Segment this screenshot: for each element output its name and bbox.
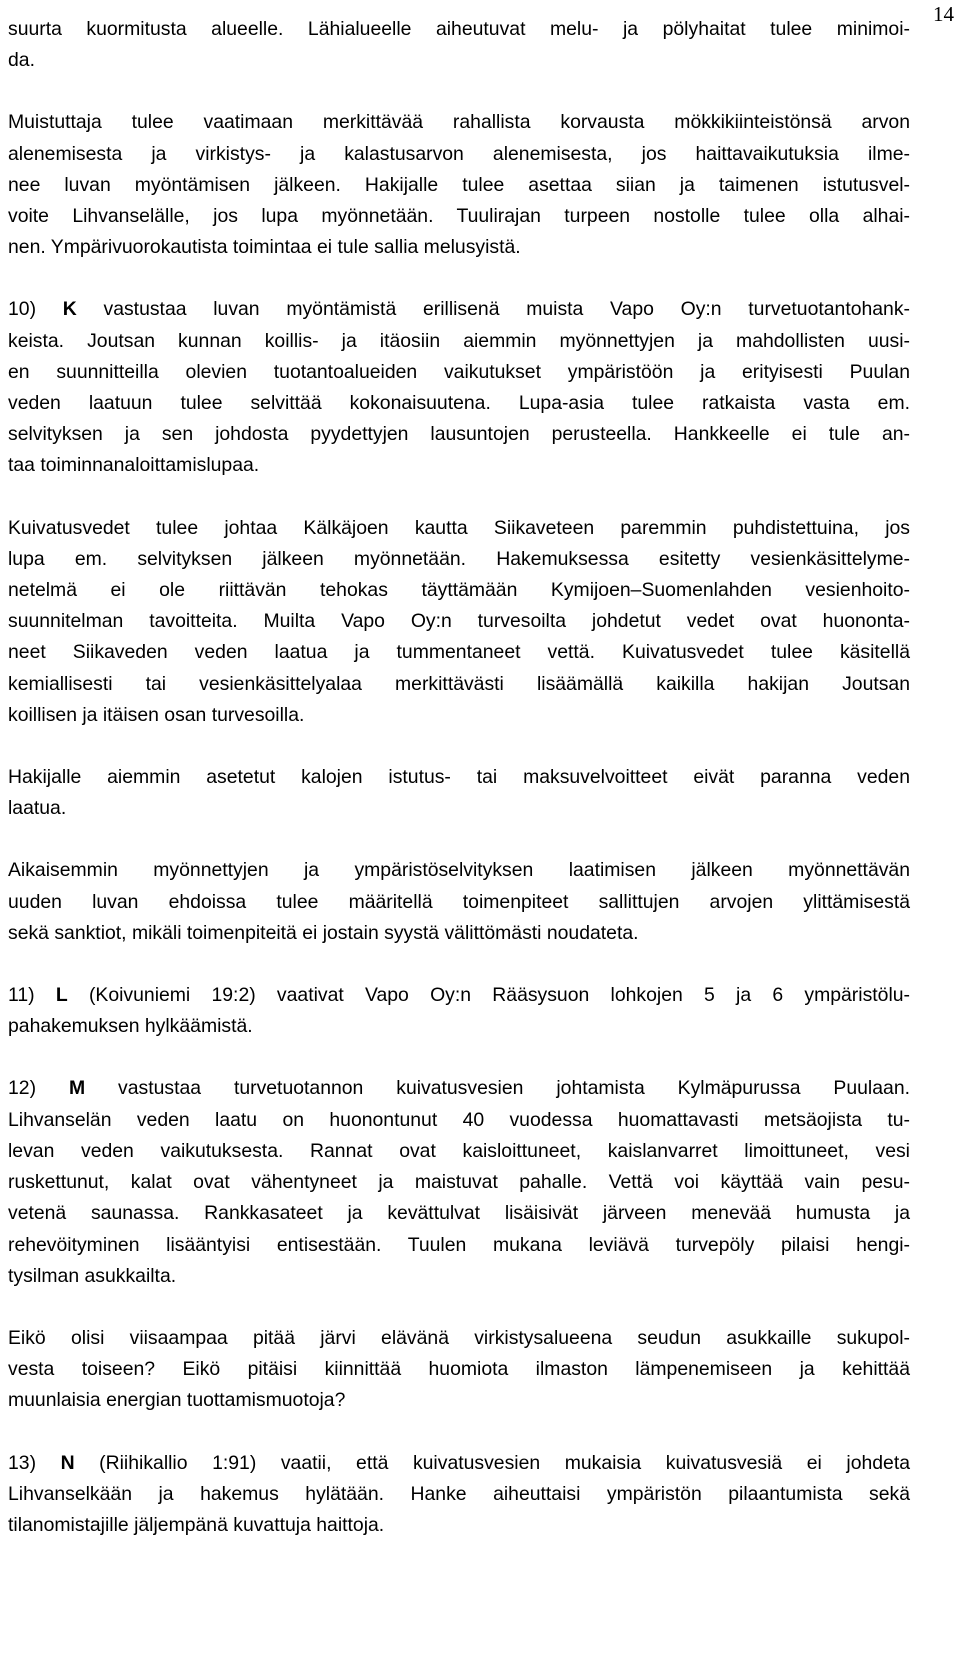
text-line: [8, 232, 910, 263]
text-line: [8, 1323, 910, 1354]
text-line: [8, 170, 910, 201]
line-text: tysilman asukkailta.: [8, 1264, 177, 1287]
paragraph: [8, 513, 910, 731]
line-text: Hakijalle aiemmin asetetut kalojen istutus- tai maksuvelvoitteet eivät paranna veden: [8, 766, 910, 789]
text-line: [8, 980, 910, 1011]
text-line: [8, 201, 910, 232]
text-line: [8, 606, 910, 637]
paragraph: [8, 855, 910, 949]
text-line: [8, 700, 910, 731]
line-text: laatua.: [8, 797, 67, 820]
paragraph: [8, 762, 910, 824]
text-line: [8, 669, 910, 700]
item-number: 13): [8, 1451, 61, 1474]
line-text: kemiallisesti tai vesienkäsittelyalaa merkittävästi lisäämällä kaikilla hakijan Joutsan: [8, 672, 910, 695]
line-text: taa toiminnanaloittamislupaa.: [8, 454, 260, 477]
text-line: [8, 1073, 910, 1104]
line-text: keista. Joutsan kunnan koillis- ja itäosiin aiemmin myönnettyjen ja mahdollisten uusi-: [8, 329, 910, 352]
page-number: 14: [933, 2, 954, 26]
text-line: [8, 762, 910, 793]
text-line: [8, 637, 910, 668]
item-number: 10): [8, 298, 63, 321]
text-line: [8, 1261, 910, 1292]
item-number: 11): [8, 984, 56, 1007]
line-text: nen. Ympärivuorokautista toimintaa ei tule sallia melusyistä.: [8, 236, 521, 259]
respondent-initial: M: [68, 1077, 86, 1100]
line-text: veden laatuun tulee selvittää kokonaisuutena. Lupa-asia tulee ratkaista vasta em.: [8, 392, 910, 415]
line-text: suunnitelman tavoitteita. Muilta Vapo Oy:n turvesoilta johdetut vedet ovat huononta-: [8, 610, 910, 633]
paragraph: [8, 107, 910, 263]
text-line: [8, 1479, 910, 1510]
text-line: [8, 1105, 910, 1136]
line-text: Lihvanselän veden laatu on huonontunut 40 vuodessa huomattavasti metsäojista tu-: [8, 1108, 910, 1131]
line-text: uuden luvan ehdoissa tulee määritellä toimenpiteet sallittujen arvojen ylittämisestä: [8, 890, 910, 913]
text-line: [8, 1354, 910, 1385]
text-line: [8, 1011, 910, 1042]
line-text: voite Lihvanselälle, jos lupa myönnetään. Tuulirajan turpeen nostolle tulee olla alhai-: [8, 205, 910, 228]
paragraph: [8, 1448, 910, 1542]
text-line: [8, 575, 910, 606]
text-line: [8, 45, 910, 76]
line-text: vetenä saunassa. Rankkasateet ja kevättulvat lisäisivät järveen menevää humusta ja: [8, 1202, 910, 1225]
text-line: [8, 107, 910, 138]
text-line: [8, 450, 910, 481]
paragraph: [8, 294, 910, 481]
text-line: [8, 388, 910, 419]
line-text: levan veden vaikutuksesta. Rannat ovat kaisloittuneet, kaislanvarret limoittuneet, vesi: [8, 1139, 910, 1162]
text-line: [8, 139, 910, 170]
text-line: [8, 419, 910, 450]
text-line: [8, 513, 910, 544]
paragraph: [8, 1323, 910, 1417]
line-text: pahakemuksen hylkäämistä.: [8, 1015, 253, 1038]
text-line: [8, 1167, 910, 1198]
line-text: nee luvan myöntämisen jälkeen. Hakijalle tulee asettaa siian ja taimenen istutusvel-: [8, 173, 910, 196]
line-text: Aikaisemmin myönnettyjen ja ympäristöselvityksen laatimisen jälkeen myönnettävän: [8, 859, 910, 882]
text-line: [8, 1510, 910, 1541]
respondent-initial: N: [60, 1451, 75, 1474]
text-line: [8, 793, 910, 824]
respondent-initial: K: [62, 298, 77, 321]
line-text: vastustaa turvetuotannon kuivatusvesien johtamista Kylmäpurussa Puulaan.: [85, 1077, 910, 1100]
text-line: [8, 918, 910, 949]
text-line: [8, 1198, 910, 1229]
line-text: muunlaisia energian tuottamismuotoja?: [8, 1389, 346, 1412]
line-text: neet Siikaveden veden laatua ja tummentaneet vettä. Kuivatusvedet tulee käsitellä: [8, 641, 910, 664]
text-line: [8, 326, 910, 357]
line-text: rehevöityminen lisääntyisi entisestään. Tuulen mukana leviävä turvepöly pilaisi hengi-: [8, 1233, 910, 1256]
paragraph: [8, 14, 910, 76]
line-text: da.: [8, 49, 35, 72]
line-text: Kuivatusvedet tulee johtaa Kälkäjoen kautta Siikaveteen paremmin puhdistettuina, jos: [8, 516, 910, 539]
line-text: selvityksen ja sen johdosta pyydettyjen lausuntojen perusteella. Hankkeelle ei tule an-: [8, 423, 910, 446]
respondent-initial: L: [55, 984, 68, 1007]
line-text: netelmä ei ole riittävän tehokas täyttämään Kymijoen–Suomenlahden vesienhoito-: [8, 579, 910, 602]
line-text: tilanomistajille jäljempänä kuvattuja haittoja.: [8, 1513, 385, 1536]
text-line: [8, 855, 910, 886]
text-line: [8, 14, 910, 45]
line-text: (Koivuniemi 19:2) vaativat Vapo Oy:n Rääsysuon lohkojen 5 ja 6 ympäristölu-: [67, 984, 910, 1007]
line-text: vastustaa luvan myöntämistä erillisenä muista Vapo Oy:n turvetuotantohank-: [76, 298, 910, 321]
line-text: vesta toiseen? Eikö pitäisi kiinnittää huomiota ilmaston lämpenemiseen ja kehittää: [8, 1358, 910, 1381]
text-line: [8, 887, 910, 918]
item-number: 12): [8, 1077, 69, 1100]
line-text: (Riihikallio 1:91) vaatii, että kuivatusvesien mukaisia kuivatusvesiä ei johdeta: [74, 1451, 910, 1474]
line-text: sekä sanktiot, mikäli toimenpiteitä ei jostain syystä välittömästi noudateta.: [8, 921, 639, 944]
line-text: suurta kuormitusta alueelle. Lähialueelle aiheutuvat melu- ja pölyhaitat tulee minimoi-: [8, 18, 910, 40]
line-text: lupa em. selvityksen jälkeen myönnetään. Hakemuksessa esitetty vesienkäsittelyme-: [8, 547, 910, 570]
line-text: en suunnitteilla olevien tuotantoalueiden vaikutukset ympäristöön ja erityisesti Puulan: [8, 360, 910, 383]
text-line: [8, 544, 910, 575]
text-line: [8, 1230, 910, 1261]
line-text: ruskettunut, kalat ovat vähentyneet ja maistuvat pahalle. Vettä voi käyttää vain pesu-: [8, 1171, 910, 1194]
text-line: [8, 1448, 910, 1479]
text-line: [8, 357, 910, 388]
text-line: [8, 1136, 910, 1167]
line-text: alenemisesta ja virkistys- ja kalastusarvon alenemisesta, jos haittavaikutuksia ilme-: [8, 142, 910, 165]
text-line: [8, 1385, 910, 1416]
line-text: Lihvanselkään ja hakemus hylätään. Hanke aiheuttaisi ympäristön pilaantumista sekä: [8, 1482, 910, 1505]
paragraph: [8, 1073, 910, 1291]
paragraph: [8, 980, 910, 1042]
text-line: [8, 294, 910, 325]
line-text: Eikö olisi viisaampaa pitää järvi elävänä virkistysalueena seudun asukkaille sukupol-: [8, 1326, 910, 1349]
line-text: koillisen ja itäisen osan turvesoilla.: [8, 703, 305, 726]
line-text: Muistuttaja tulee vaatimaan merkittävää rahallista korvausta mökkikiinteistönsä arvon: [8, 111, 910, 134]
document-body: [8, 14, 910, 1541]
